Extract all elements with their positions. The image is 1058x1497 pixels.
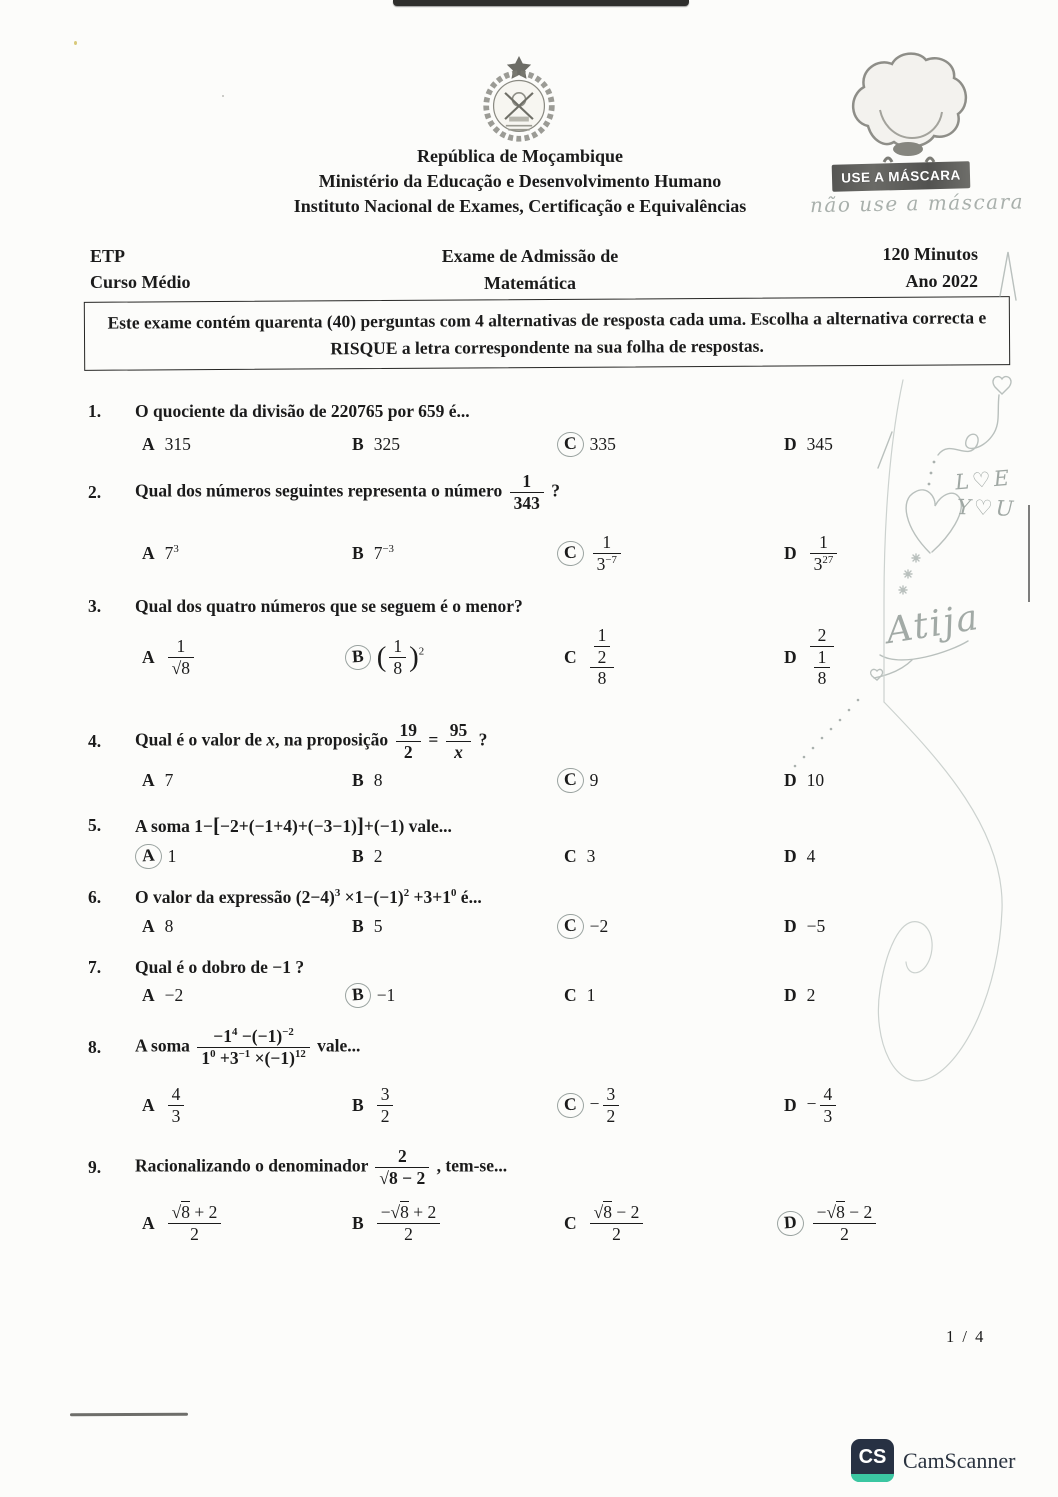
- option-value: $7^{-3}$: [373, 542, 394, 563]
- question-number: 1.: [88, 400, 102, 421]
- scan-speck: [222, 95, 224, 97]
- option-letter: D: [784, 984, 797, 1005]
- option-c: [564, 614, 617, 700]
- option-d: [784, 1076, 839, 1134]
- option-value: 9: [589, 769, 599, 790]
- question-stem: Qual dos números seguintes representa o número $\frac{1}{343}$ ?: [135, 470, 560, 513]
- instructions-box: [84, 296, 1010, 371]
- option-letter: C: [556, 767, 584, 794]
- exam-title-line2: Matemática: [484, 273, 576, 293]
- question-1-options: [0, 428, 1058, 460]
- option-letter: D: [784, 915, 797, 936]
- question-8-options: [0, 1076, 1058, 1134]
- option-value: 1: [167, 845, 177, 866]
- scan-smudge-bottom: [70, 1413, 188, 1417]
- header-institute: Instituto Nacional de Exames, Certificação e Equivalências: [293, 196, 747, 216]
- option-c: [564, 764, 598, 796]
- question-5-options: [0, 840, 1058, 872]
- question-number: 8.: [88, 1036, 102, 1057]
- exam-title-line1: Exame de Admissão de: [441, 246, 619, 266]
- question-4: [88, 716, 1014, 766]
- option-letter: A: [134, 843, 162, 870]
- option-value: $\frac{√8 + 2}{2}$: [165, 1203, 225, 1244]
- love-doodle-line2: Y♡U: [956, 494, 1017, 522]
- option-value: 315: [164, 433, 191, 454]
- option-c: [564, 524, 624, 582]
- option-letter: C: [556, 431, 584, 458]
- question-1: [88, 398, 1014, 424]
- option-c: [564, 840, 595, 872]
- option-d: [784, 614, 837, 700]
- option-b: [352, 524, 394, 582]
- option-value: $\frac{2}{\frac{1}{8}}$: [807, 626, 838, 689]
- option-value: 335: [589, 433, 616, 454]
- option-value: 4: [806, 845, 816, 866]
- level-label: Curso Médio: [90, 272, 191, 292]
- option-value: − $\frac{4}{3}$: [807, 1085, 840, 1126]
- question-2: [88, 466, 1014, 518]
- mozambique-emblem-icon: [478, 55, 560, 148]
- page-indicator: 1 / 4: [946, 1327, 986, 1346]
- option-b: [352, 979, 395, 1011]
- question-3-options: [0, 614, 1058, 700]
- option-value: − $\frac{3}{2}$: [590, 1085, 623, 1126]
- option-d: [784, 1192, 879, 1254]
- question-stem: Racionalizando o denominador $\frac{2}{√8 - 2}$ , tem-se...: [135, 1145, 508, 1188]
- question-4-options: [0, 764, 1058, 796]
- question-7-options: [0, 979, 1058, 1011]
- option-letter: B: [352, 1094, 364, 1115]
- question-stem: A soma 1−[−2+(−1+4)+(−3−1)]+(−1) vale...: [135, 812, 452, 837]
- camscanner-label: CamScanner: [903, 1447, 1016, 1473]
- question-number: 7.: [88, 956, 102, 977]
- question-number: 3.: [88, 595, 102, 616]
- option-b: [352, 1192, 443, 1254]
- duration-label: 120 Minutos: [882, 244, 978, 264]
- option-value: $\frac{4}{3}$: [165, 1085, 188, 1126]
- question-stem: Qual dos quatro números que se seguem é o menor?: [135, 595, 523, 616]
- option-value: −2: [164, 984, 184, 1005]
- question-stem: O quociente da divisão de 220765 por 659 é...: [135, 400, 470, 421]
- option-value: 3: [586, 845, 596, 866]
- option-letter: A: [142, 1212, 155, 1233]
- signature-doodle: Atija: [883, 596, 983, 653]
- option-value: 5: [373, 915, 383, 936]
- option-letter: D: [784, 769, 797, 790]
- option-letter: A: [142, 1094, 155, 1115]
- option-value: 8: [164, 915, 174, 936]
- option-value: $\frac{-√8 - 2}{2}$: [810, 1203, 880, 1244]
- option-letter: C: [564, 1212, 577, 1233]
- option-c: [564, 979, 595, 1011]
- option-a: [142, 1076, 187, 1134]
- option-d: [784, 524, 840, 582]
- question-stem: O valor da expressão $(2-4)^3 \times 1-(-1)^2 +3+1^0$ é...: [135, 886, 482, 907]
- option-d: [784, 764, 824, 796]
- option-b: [352, 840, 382, 872]
- option-letter: B: [352, 769, 364, 790]
- option-letter: C: [564, 984, 577, 1005]
- question-8: [88, 1018, 1014, 1076]
- option-value: $\frac{\frac{1}{2}}{8}$: [587, 626, 618, 689]
- option-letter: C: [556, 1092, 584, 1119]
- question-stem: Qual é o valor de x, na proposição $\frac{19}{2}$ = $\frac{95}{x}$ ?: [135, 719, 488, 762]
- question-2-options: [0, 524, 1058, 582]
- question-number: 9.: [88, 1156, 102, 1177]
- option-value: −2: [589, 915, 609, 936]
- mask-stamp-icon: [838, 50, 978, 173]
- option-letter: A: [142, 433, 155, 454]
- option-a: [142, 840, 176, 872]
- option-letter: A: [142, 542, 155, 563]
- option-letter: D: [784, 646, 797, 667]
- option-letter: B: [352, 542, 364, 563]
- option-value: 2: [373, 845, 383, 866]
- option-value: 325: [373, 433, 400, 454]
- option-value: $\frac{-√8 + 2}{2}$: [374, 1203, 444, 1244]
- option-a: [142, 764, 173, 796]
- option-letter: D: [784, 433, 797, 454]
- option-value: 8: [373, 769, 383, 790]
- option-value: $\frac{3}{2}$: [374, 1085, 397, 1126]
- option-a: [142, 910, 173, 942]
- option-value: 1: [586, 984, 596, 1005]
- question-5: [88, 812, 1014, 838]
- option-value: 10: [806, 769, 825, 790]
- option-value: $\frac{1}{3^{-7}}$: [590, 533, 624, 574]
- option-d: [784, 840, 815, 872]
- option-letter: B: [352, 845, 364, 866]
- question-6-options: [0, 910, 1058, 942]
- option-b: [352, 1076, 396, 1134]
- use-mask-stamp: USE A MÁSCARA: [832, 161, 971, 192]
- option-letter: B: [344, 644, 371, 671]
- year-label: Ano 2022: [905, 271, 978, 291]
- option-d: [784, 979, 815, 1011]
- question-9-options: [0, 1192, 1058, 1254]
- option-value: −1: [376, 984, 396, 1005]
- option-letter: C: [564, 845, 577, 866]
- option-c: [564, 1192, 646, 1254]
- question-6: [88, 884, 1014, 910]
- camscanner-watermark: [851, 1439, 1015, 1482]
- option-b: [352, 614, 424, 700]
- option-value: $\frac{√8 - 2}{2}$: [587, 1203, 647, 1244]
- option-a: [142, 524, 179, 582]
- option-b: [352, 764, 382, 796]
- option-value: 7: [164, 769, 174, 790]
- question-7: [88, 954, 1014, 980]
- option-letter: B: [344, 982, 371, 1009]
- option-letter: A: [142, 646, 155, 667]
- option-letter: B: [352, 915, 364, 936]
- option-c: [564, 910, 608, 942]
- handwritten-note: não use a máscara: [809, 189, 1025, 218]
- question-stem: A soma $\frac{-1^4 -(-1)^{-2}}{1^0 +3^{-1} \times(-1)^{12}}$ vale...: [135, 1025, 361, 1068]
- question-number: 5.: [88, 814, 102, 835]
- option-letter: D: [784, 1094, 797, 1115]
- option-b: [352, 910, 382, 942]
- option-value: 345: [806, 433, 833, 454]
- question-number: 4.: [88, 730, 102, 751]
- option-value: ( $\frac{1}{8}$ )$^2$: [376, 635, 425, 678]
- option-d: [784, 428, 833, 460]
- option-letter: D: [776, 1210, 804, 1237]
- option-letter: A: [142, 769, 155, 790]
- option-letter: D: [784, 542, 797, 563]
- option-letter: A: [142, 984, 155, 1005]
- option-a: [142, 428, 191, 460]
- question-stem: Qual é o dobro de −1 ?: [135, 956, 305, 977]
- option-letter: A: [142, 915, 155, 936]
- option-letter: C: [556, 913, 584, 940]
- option-letter: C: [556, 540, 584, 567]
- option-value: −5: [806, 915, 826, 936]
- scan-smudge-top: [393, 0, 689, 6]
- option-c: [564, 428, 616, 460]
- question-9: [88, 1140, 1014, 1194]
- camscanner-logo-icon: CS: [851, 1439, 894, 1482]
- option-b: [352, 428, 400, 460]
- question-number: 2.: [88, 481, 102, 502]
- option-letter: B: [352, 433, 364, 454]
- option-value: $\frac{1}{√8}$: [165, 637, 197, 678]
- program-label: ETP: [90, 246, 126, 266]
- love-doodle-line1: L♡E: [954, 465, 1014, 495]
- option-value: $7^3$: [164, 542, 179, 563]
- scan-speck: [74, 41, 77, 45]
- option-value: $\frac{1}{3^{27}}$: [807, 533, 841, 574]
- option-letter: B: [352, 1212, 364, 1233]
- option-letter: D: [784, 845, 797, 866]
- header-ministry: Ministério da Educação e Desenvolvimento Humano: [318, 171, 722, 191]
- option-value: 2: [806, 984, 816, 1005]
- option-a: [142, 614, 197, 700]
- question-number: 6.: [88, 886, 102, 907]
- header-country: República de Moçambique: [416, 146, 623, 166]
- option-letter: C: [564, 646, 577, 667]
- option-c: [564, 1076, 622, 1134]
- instructions-text: Este exame contém quarenta (40) perguntas com 4 alternativas de resposta cada uma. Escolha a alternativa correcta e RISQUE a letra correspondente na sua folha de respostas.: [107, 306, 987, 358]
- option-a: [142, 1192, 224, 1254]
- option-d: [784, 910, 825, 942]
- option-a: [142, 979, 183, 1011]
